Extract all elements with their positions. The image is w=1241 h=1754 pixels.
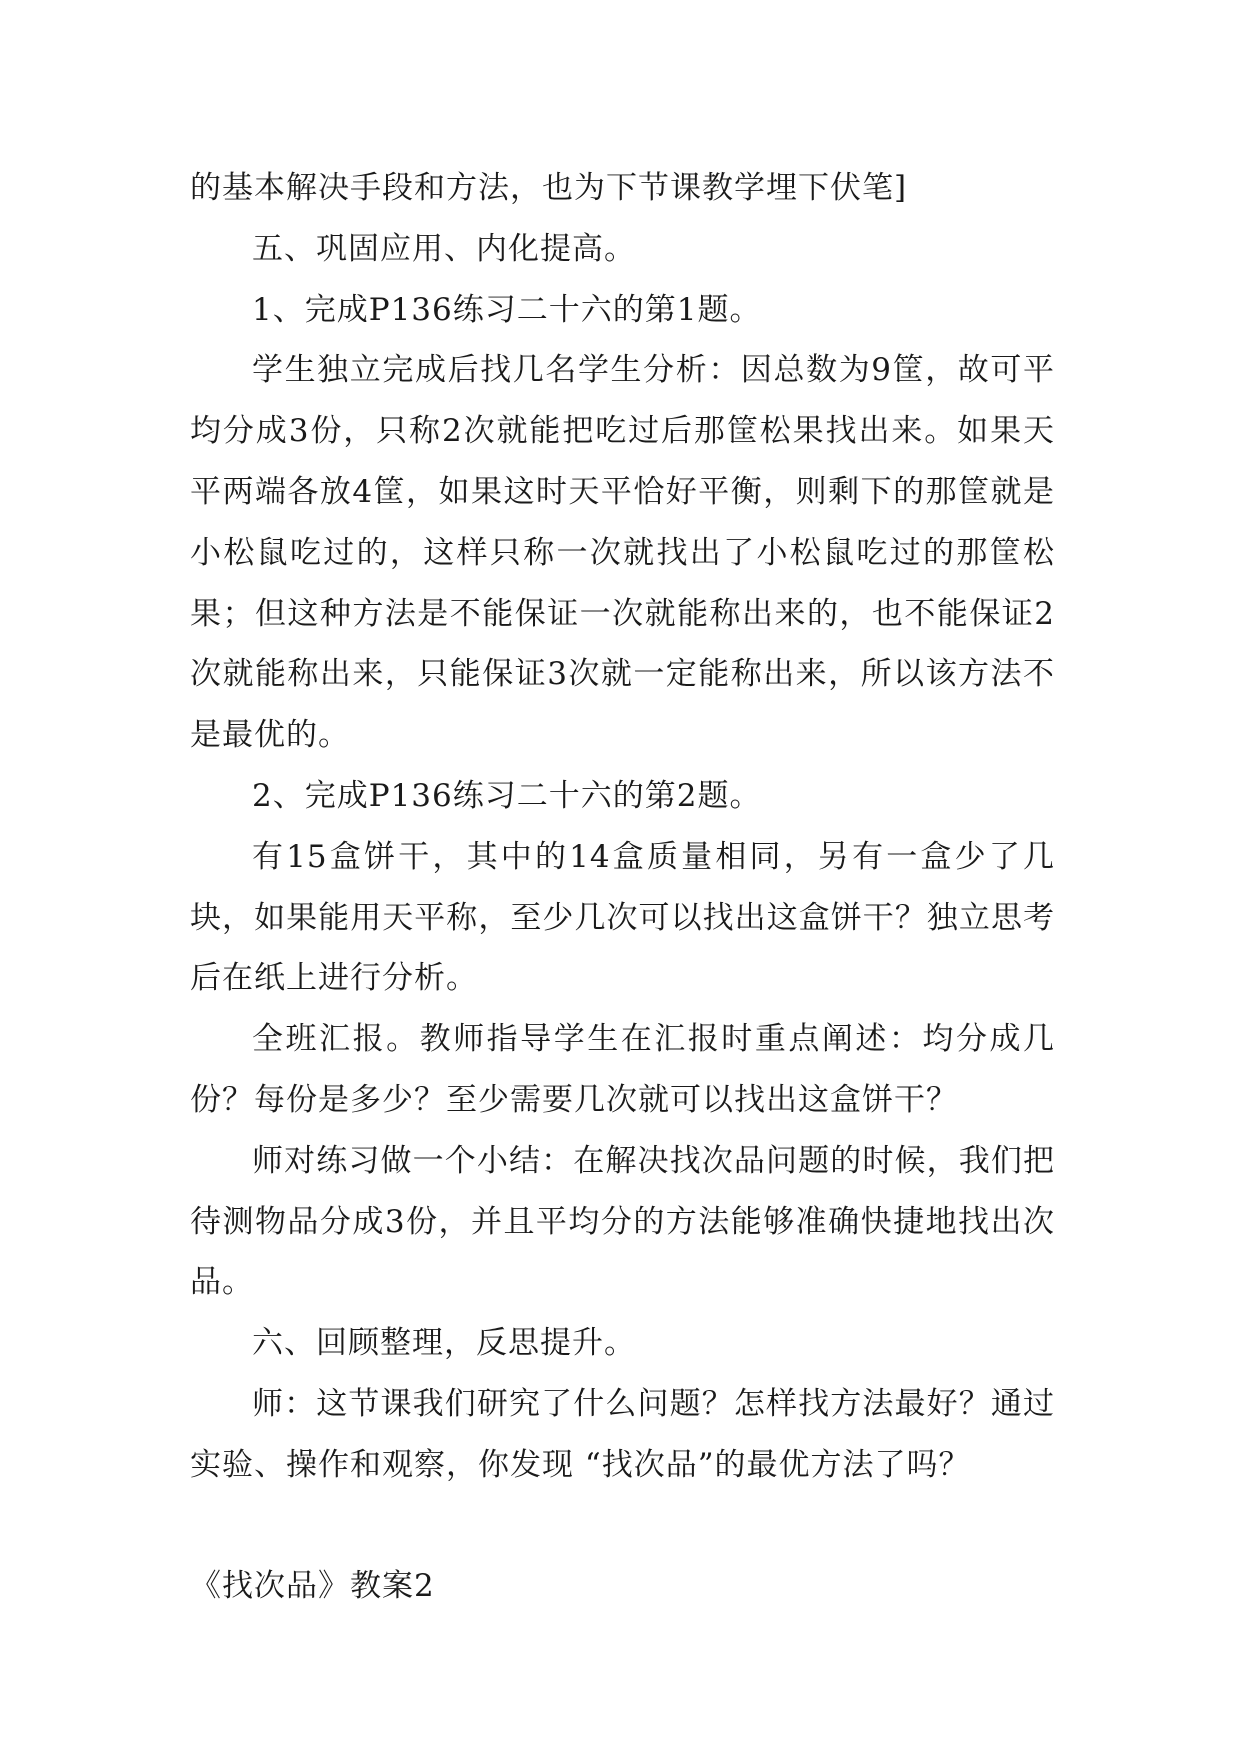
exercise-2-problem: 有15盒饼干，其中的14盒质量相同，另有一盒少了几块，如果能用天平称，至少几次可以找出这盒饼干？独立思考后在纸上进行分析。: [190, 838, 1055, 997]
paragraph-continuation: 的基本解决手段和方法，也为下节课教学埋下伏笔]: [190, 170, 908, 206]
exercise-1-analysis: 学生独立完成后找几名学生分析：因总数为9筐，故可平均分成3份，只称2次就能把吃过后那筐松果找出来。如果天平两端各放4筐，如果这时天平恰好平衡，则剩下的那筐就是小松鼠吃过的，这样只称一次就找出了小松鼠吃过的那筐松果；但这种方法是不能保证一次就能称出来的，也不能保证2次就能称出来，只能保证3次就一定能称出来，所以该方法不是最优的。: [190, 352, 1055, 754]
document-page: [190, 158, 1055, 1616]
section-title: 《找次品》教案2: [190, 1567, 435, 1604]
heading-review: 六、回顾整理，反思提升。: [252, 1325, 636, 1362]
teacher-question: 师：这节课我们研究了什么问题？怎样找方法最好？通过实验、操作和观察，你发现 “找次品”的最优方法了吗？: [190, 1385, 1055, 1483]
teacher-summary: 师对练习做一个小结：在解决找次品问题的时候，我们把待测物品分成3份，并且平均分的方法能够准确快捷地找出次品。: [190, 1142, 1055, 1301]
class-report: 全班汇报。教师指导学生在汇报时重点阐述：均分成几份？每份是多少？至少需要几次就可以找出这盒饼干？: [190, 1021, 1055, 1118]
exercise-1-heading: 1、完成P136练习二十六的第1题。: [252, 291, 762, 328]
exercise-2-heading: 2、完成P136练习二十六的第2题。: [252, 777, 762, 814]
section-gap: [190, 1496, 1055, 1556]
heading-consolidate: 五、巩固应用、内化提高。: [252, 230, 636, 267]
